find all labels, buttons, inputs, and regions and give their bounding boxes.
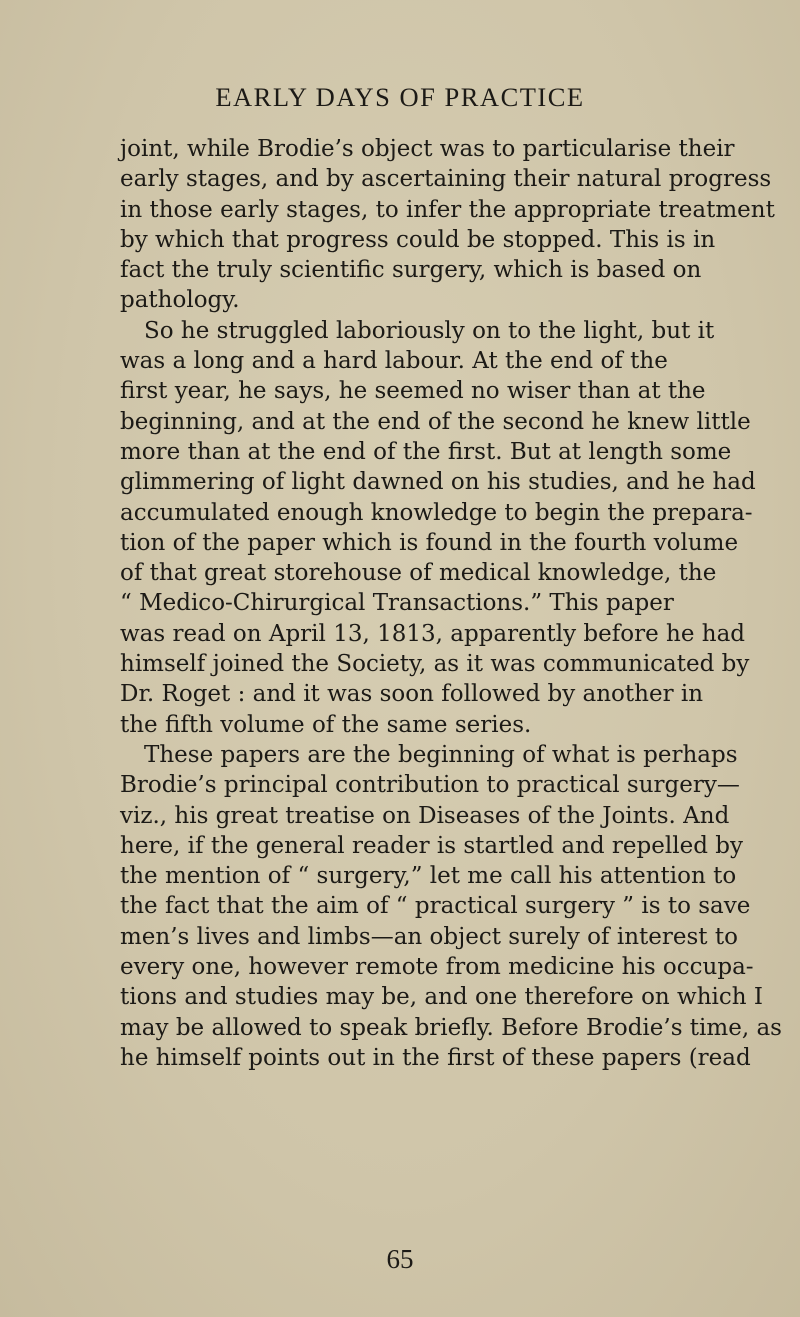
text-line: early stages, and by ascertaining their natural progress — [120, 166, 772, 193]
running-head: EARLY DAYS OF PRACTICE — [215, 82, 585, 112]
text-line: first year, he says, he seemed no wiser than at the — [120, 378, 706, 405]
text-line: Dr. Roget : and it was soon followed by another in — [120, 681, 704, 708]
text-line: in those early stages, to infer the appropriate treatment — [120, 196, 775, 223]
text-line: accumulated enough knowledge to begin the prepara- — [120, 499, 753, 526]
text-line: he himself points out in the first of these papers (read — [120, 1044, 751, 1071]
text-line: tions and studies may be, and one therefore on which I — [120, 984, 763, 1011]
text-line: “ Medico-Chirurgical Transactions.” This paper — [120, 590, 674, 617]
text-line: was read on April 13, 1813, apparently before he had — [120, 620, 746, 647]
text-line: joint, while Brodie’s object was to particularise their — [120, 136, 735, 162]
text-line: here, if the general reader is startled and repelled by — [120, 832, 743, 859]
text-line: may be allowed to speak briefly. Before Brodie’s time, as — [120, 1014, 782, 1041]
text-line: tion of the paper which is found in the fourth volume — [120, 529, 739, 556]
text-line: So he struggled laboriously on to the light, but it — [144, 317, 715, 344]
text-line: the mention of “ surgery,” let me call his attention to — [120, 863, 737, 890]
page-number: 65 — [386, 1244, 414, 1274]
text-line: by which that progress could be stopped. This is in — [120, 226, 716, 253]
text-line: more than at the end of the first. But at length some — [120, 438, 732, 465]
body-text — [120, 134, 782, 1073]
text-line: Brodie’s principal contribution to practical surgery— — [120, 772, 740, 799]
text-line: himself joined the Society, as it was communicated by — [120, 651, 750, 678]
text-line: men’s lives and limbs—an object surely of interest to — [120, 923, 738, 950]
text-line: viz., his great treatise on Diseases of the Joints. And — [120, 802, 730, 829]
text-line: the fact that the aim of “ practical surgery ” is to save — [120, 893, 751, 920]
text-line: of that great storehouse of medical knowledge, the — [120, 560, 717, 587]
text-line: pathology. — [120, 287, 240, 314]
text-line: every one, however remote from medicine his occupa- — [120, 954, 754, 981]
text-line: glimmering of light dawned on his studies, and he had — [120, 469, 756, 496]
text-line: fact the truly scientific surgery, which is based on — [120, 257, 702, 284]
text-line: These papers are the beginning of what is perhaps — [144, 741, 738, 768]
text-line: beginning, and at the end of the second he knew little — [120, 408, 751, 435]
text-line: the fifth volume of the same series. — [120, 711, 532, 738]
text-line: was a long and a hard labour. At the end of the — [120, 348, 668, 375]
